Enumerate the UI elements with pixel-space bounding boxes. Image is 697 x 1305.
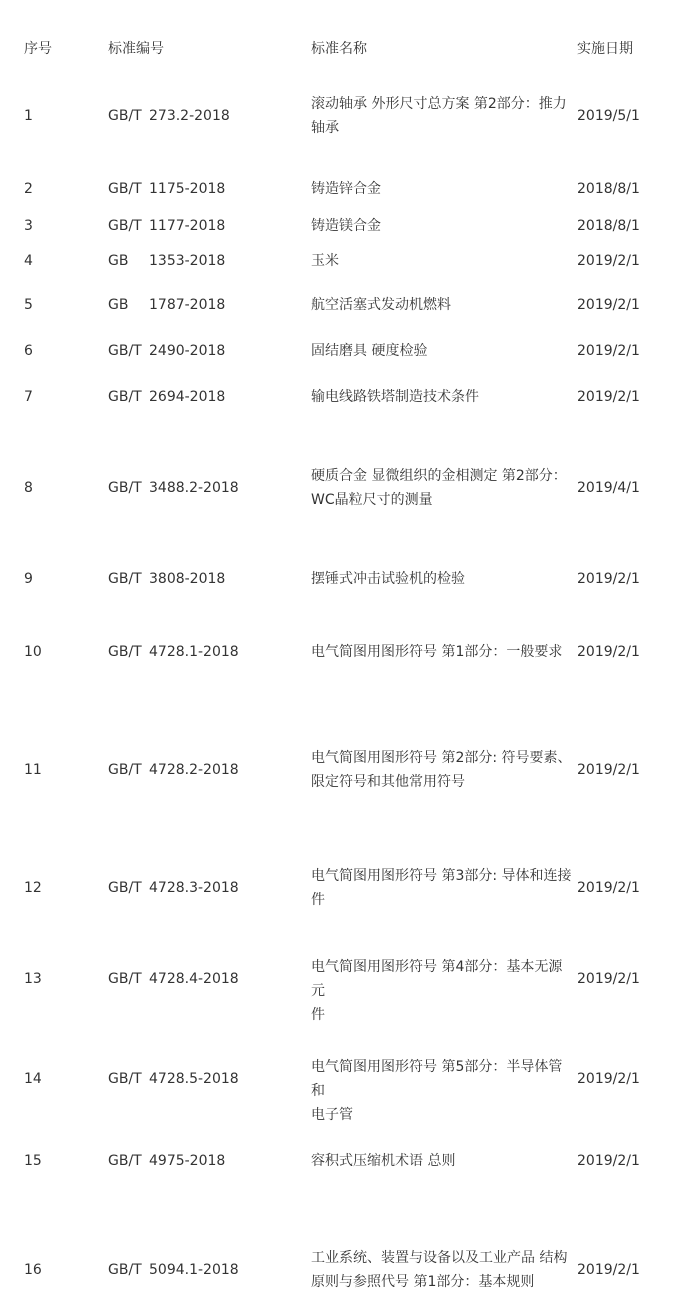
row-standard-code bbox=[108, 385, 225, 409]
row-effective-date: 2019/4/1 bbox=[577, 480, 640, 496]
row-index: 1 bbox=[24, 108, 33, 124]
row-standard-name bbox=[311, 864, 573, 912]
name-line: 原则与参照代号 第1部分：基本规则 bbox=[311, 1274, 535, 1290]
row-index: 8 bbox=[24, 480, 33, 496]
name-line: 玉米 bbox=[311, 253, 339, 269]
row-standard-name bbox=[311, 385, 573, 409]
standard-prefix: GB/T bbox=[108, 343, 142, 359]
row-index: 13 bbox=[24, 971, 42, 987]
row-index: 6 bbox=[24, 343, 33, 359]
row-index: 11 bbox=[24, 762, 42, 778]
standard-number: 4728.3-2018 bbox=[149, 880, 239, 896]
standard-number: 1175-2018 bbox=[149, 181, 226, 197]
row-standard-name bbox=[311, 92, 573, 140]
row-standard-code bbox=[108, 1258, 239, 1282]
row-standard-name bbox=[311, 955, 573, 1027]
header-date: 实施日期 bbox=[577, 41, 633, 57]
name-line: 件 bbox=[311, 892, 325, 908]
standard-number: 4728.4-2018 bbox=[149, 971, 239, 987]
row-standard-code bbox=[108, 177, 225, 201]
row-index: 12 bbox=[24, 880, 42, 896]
row-standard-name bbox=[311, 249, 573, 273]
row-index: 16 bbox=[24, 1262, 42, 1278]
standard-prefix: GB/T bbox=[108, 762, 142, 778]
standard-number: 3808-2018 bbox=[149, 571, 226, 587]
row-index: 2 bbox=[24, 181, 33, 197]
row-effective-date: 2019/2/1 bbox=[577, 253, 640, 269]
row-standard-code bbox=[108, 567, 225, 591]
name-line: 滚动轴承 外形尺寸总方案 第2部分：推力 bbox=[311, 96, 567, 112]
standard-prefix: GB/T bbox=[108, 480, 142, 496]
standard-number: 273.2-2018 bbox=[149, 108, 230, 124]
standard-number: 4728.5-2018 bbox=[149, 1071, 239, 1087]
row-standard-code bbox=[108, 104, 230, 128]
name-line: 铸造镁合金 bbox=[311, 218, 381, 234]
row-standard-name bbox=[311, 464, 573, 512]
row-index: 14 bbox=[24, 1071, 42, 1087]
row-effective-date: 2019/5/1 bbox=[577, 108, 640, 124]
row-standard-code bbox=[108, 293, 225, 317]
name-line: 电气简图用图形符号 第5部分：半导体管和 bbox=[311, 1059, 563, 1099]
standard-number: 4975-2018 bbox=[149, 1153, 226, 1169]
standard-number: 1177-2018 bbox=[149, 218, 226, 234]
name-line: 电气简图用图形符号 第1部分：一般要求 bbox=[311, 644, 563, 660]
row-effective-date: 2019/2/1 bbox=[577, 644, 640, 660]
row-effective-date: 2019/2/1 bbox=[577, 880, 640, 896]
standard-number: 3488.2-2018 bbox=[149, 480, 239, 496]
name-line: 件 bbox=[311, 1007, 325, 1023]
header-code: 标准编号 bbox=[108, 41, 164, 57]
row-effective-date: 2019/2/1 bbox=[577, 1153, 640, 1169]
row-effective-date: 2019/2/1 bbox=[577, 762, 640, 778]
standard-number: 1787-2018 bbox=[149, 297, 226, 313]
row-effective-date: 2018/8/1 bbox=[577, 181, 640, 197]
header-name: 标准名称 bbox=[311, 41, 367, 57]
row-standard-code bbox=[108, 249, 225, 273]
standard-prefix: GB/T bbox=[108, 1071, 142, 1087]
row-index: 5 bbox=[24, 297, 33, 313]
standard-prefix: GB/T bbox=[108, 108, 142, 124]
name-line: 电气简图用图形符号 第3部分: 导体和连接 bbox=[311, 868, 572, 884]
header-index: 序号 bbox=[24, 41, 52, 57]
row-standard-code bbox=[108, 967, 239, 991]
row-index: 10 bbox=[24, 644, 42, 660]
row-standard-name bbox=[311, 293, 573, 317]
name-line: 铸造锌合金 bbox=[311, 181, 381, 197]
name-line: 容积式压缩机术语 总则 bbox=[311, 1153, 456, 1169]
row-standard-code bbox=[108, 476, 239, 500]
row-standard-name bbox=[311, 177, 573, 201]
row-standard-name bbox=[311, 1149, 573, 1173]
standard-prefix: GB/T bbox=[108, 389, 142, 405]
standard-prefix: GB/T bbox=[108, 971, 142, 987]
row-standard-name bbox=[311, 567, 573, 591]
name-line: 工业系统、装置与设备以及工业产品 结构 bbox=[311, 1250, 568, 1266]
name-line: 输电线路铁塔制造技术条件 bbox=[311, 389, 479, 405]
row-effective-date: 2018/8/1 bbox=[577, 218, 640, 234]
standard-number: 4728.2-2018 bbox=[149, 762, 239, 778]
row-standard-code bbox=[108, 640, 239, 664]
name-line: 摆锤式冲击试验机的检验 bbox=[311, 571, 465, 587]
row-index: 4 bbox=[24, 253, 33, 269]
row-standard-code bbox=[108, 1067, 239, 1091]
row-standard-name bbox=[311, 746, 573, 794]
row-standard-name bbox=[311, 1055, 573, 1127]
standard-prefix: GB/T bbox=[108, 1153, 142, 1169]
row-effective-date: 2019/2/1 bbox=[577, 571, 640, 587]
row-standard-name bbox=[311, 1246, 573, 1294]
row-standard-name bbox=[311, 640, 573, 664]
standard-number: 2694-2018 bbox=[149, 389, 226, 405]
standard-prefix: GB bbox=[108, 253, 129, 269]
row-effective-date: 2019/2/1 bbox=[577, 297, 640, 313]
standard-number: 2490-2018 bbox=[149, 343, 226, 359]
row-standard-code bbox=[108, 876, 239, 900]
name-line: WC晶粒尺寸的测量 bbox=[311, 492, 433, 508]
row-standard-code bbox=[108, 1149, 225, 1173]
name-line: 限定符号和其他常用符号 bbox=[311, 774, 465, 790]
name-line: 硬质合金 显微组织的金相测定 第2部分： bbox=[311, 468, 567, 484]
row-standard-code bbox=[108, 339, 225, 363]
row-index: 3 bbox=[24, 218, 33, 234]
standard-prefix: GB/T bbox=[108, 880, 142, 896]
standard-prefix: GB bbox=[108, 297, 129, 313]
row-index: 9 bbox=[24, 571, 33, 587]
row-index: 15 bbox=[24, 1153, 42, 1169]
name-line: 轴承 bbox=[311, 120, 339, 136]
name-line: 电子管 bbox=[311, 1107, 353, 1123]
standard-prefix: GB/T bbox=[108, 571, 142, 587]
row-effective-date: 2019/2/1 bbox=[577, 389, 640, 405]
row-effective-date: 2019/2/1 bbox=[577, 971, 640, 987]
row-effective-date: 2019/2/1 bbox=[577, 1262, 640, 1278]
standard-number: 4728.1-2018 bbox=[149, 644, 239, 660]
standard-prefix: GB/T bbox=[108, 218, 142, 234]
name-line: 固结磨具 硬度检验 bbox=[311, 343, 428, 359]
row-standard-name bbox=[311, 339, 573, 363]
row-standard-code bbox=[108, 214, 225, 238]
row-effective-date: 2019/2/1 bbox=[577, 1071, 640, 1087]
row-index: 7 bbox=[24, 389, 33, 405]
standard-number: 5094.1-2018 bbox=[149, 1262, 239, 1278]
standard-prefix: GB/T bbox=[108, 1262, 142, 1278]
standard-prefix: GB/T bbox=[108, 181, 142, 197]
row-effective-date: 2019/2/1 bbox=[577, 343, 640, 359]
name-line: 电气简图用图形符号 第4部分：基本无源元 bbox=[311, 959, 563, 999]
standard-prefix: GB/T bbox=[108, 644, 142, 660]
standard-number: 1353-2018 bbox=[149, 253, 226, 269]
name-line: 电气简图用图形符号 第2部分: 符号要素、 bbox=[311, 750, 572, 766]
name-line: 航空活塞式发动机燃料 bbox=[311, 297, 451, 313]
row-standard-name bbox=[311, 214, 573, 238]
row-standard-code bbox=[108, 758, 239, 782]
